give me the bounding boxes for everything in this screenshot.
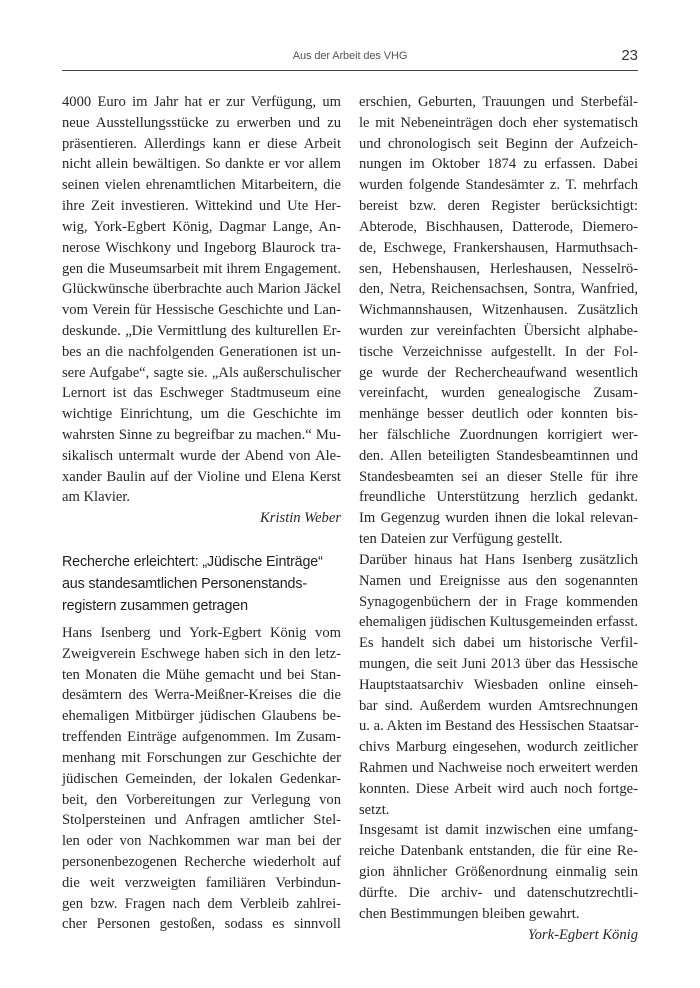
text-line: freundliche Unterstützung herzlich gedankt. — [359, 489, 638, 506]
text-line: chen Bestimmungen bleiben gewahrt. — [359, 905, 580, 922]
heading-line: Recherche erleichtert: „Jüdische Einträge“ — [62, 554, 323, 570]
text-line: vom Verein für Hessische Geschichte und Lan- — [62, 302, 341, 319]
text-line: Standesbeamten sei an dieser Stelle für ihre — [359, 468, 638, 485]
text-line: chivs Marburg eingesehen, wodurch zeitlicher — [359, 739, 638, 756]
text-line: nicht allein bewältigen. So dankte er vor allem — [62, 156, 341, 173]
text-line: sen, Hebenshausen, Herleshausen, Nesselrö- — [359, 260, 638, 277]
right-column — [359, 92, 638, 945]
text-line: am Klavier. — [62, 489, 131, 506]
text-line: nerose Wischkony und Ingeborg Blaurock tra- — [62, 239, 341, 256]
text-line: personenbezogenen Recherche wiederholt auf — [62, 853, 341, 870]
text-line: dürfte. Die archiv- und datenschutzrechtli- — [359, 884, 638, 901]
text-line: Hans Isenberg und York-Egbert König vom — [62, 625, 341, 641]
text-line: Namen und Ereignisse aus den sogenannten — [359, 572, 638, 589]
text-line: Es handelt sich dabei um historische Verfil- — [359, 635, 638, 652]
text-line: ge wurde der Rechercheaufwand wesentlich — [359, 364, 638, 381]
text-line: Stolpersteinen und Anfragen amtlicher Stel- — [62, 812, 341, 829]
text-line: de, Eschwege, Frankershausen, Harmuthsach- — [359, 239, 638, 256]
text-line: Lernort ist das Eschweger Stadtmuseum eine — [62, 385, 341, 402]
text-line: wahrsten Sinne zu begreifbar zu machen.“ Mu- — [62, 427, 341, 443]
author-signature: Kristin Weber — [260, 510, 341, 527]
text-line: wurden zur vereinfachten Übersicht alphabe- — [359, 322, 638, 339]
text-line: Darüber hinaus hat Hans Isenberg zusätzlich — [359, 551, 638, 568]
text-line: gen bzw. Fragen nach dem Verbleib zahlrei- — [62, 895, 341, 912]
text-line: Hauptstaatsarchiv Wiesbaden online einseh- — [359, 676, 638, 693]
text-line: sikalisch untermalt wurde der Abend von Ale- — [62, 447, 341, 464]
text-line: menhang mit Forschungen zur Geschichte der — [62, 749, 341, 766]
text-line: xander Baulin auf der Violine und Elena Kerst — [62, 468, 341, 485]
text-line: jüdischen Gemeinden, der lokalen Gedenkar- — [62, 770, 341, 787]
text-line: den, Netra, Reichensachsen, Sontra, Wanfried, — [359, 281, 638, 298]
text-line: desämtern des Werra-Meißner-Kreises die die — [62, 687, 341, 704]
running-title: Aus der Arbeit des VHG — [292, 50, 408, 62]
header-rule — [62, 70, 638, 71]
text-line: wichtige Einrichtung, um die Geschichte im — [62, 406, 341, 423]
text-line: Glückwünsche überbrachte auch Marion Jäckel — [62, 281, 341, 298]
text-line: Wichmannshausen, Witzenhausen. Zusätzlich — [359, 302, 638, 319]
text-line: wig, York-Egbert König, Dagmar Lange, An- — [62, 218, 341, 235]
text-line: nungen im Oktober 1874 zu erfassen. Dabei — [359, 156, 638, 173]
text-line: cher Personen gestoßen, sodass es sinnvoll — [62, 916, 341, 933]
left-column-article2 — [62, 623, 341, 935]
author-signature: York-Egbert König — [527, 926, 638, 943]
heading-line: registern zusammen getragen — [62, 598, 248, 614]
text-line: Rahmen und Nachweise noch erweitert werden — [359, 760, 638, 776]
text-line: mungen, die seit Juni 2013 über das Hessische — [359, 655, 638, 672]
text-line: den. Allen beteiligten Standesbeamtinnen und — [359, 447, 638, 464]
text-line: wurden folgende Standesämter z. T. mehrfach — [359, 177, 638, 194]
text-line: neue Ausstellungsstücke zu erwerben und zu — [62, 114, 341, 131]
text-line: die weit verzweigten familiären Verbindun- — [62, 874, 341, 891]
heading-line: aus standesamtlichen Personenstands- — [62, 576, 307, 592]
text-line: u. a. Akten im Bestand des Hessischen Staatsar- — [359, 718, 639, 735]
text-line: deskunde. „Die Vermittlung des kulturellen Er- — [62, 322, 341, 339]
text-line: ehemaligen Mitbürger jüdischen Glaubens be- — [62, 708, 341, 725]
left-column-article1 — [62, 92, 341, 529]
text-line: ten Monaten die Mühe gemacht und bei Stan- — [62, 666, 341, 683]
text-line: sere Aufgabe“, sagte sie. „Als außerschulischer — [62, 364, 341, 381]
text-line: menhänge besser deutlich oder konnten bis- — [359, 406, 638, 423]
text-line: seinen vielen ehrenamtlichen Mitarbeitern, die — [62, 177, 341, 194]
text-line: erschien, Geburten, Trauungen und Sterbefäl- — [359, 94, 638, 110]
text-line: treffenden Einträge aufgenommen. Im Zusam- — [62, 729, 341, 746]
text-line: präsentieren. Allerdings kann er diese Arbeit — [62, 135, 341, 152]
text-line: Abterode, Bischhausen, Datterode, Diemero- — [359, 218, 638, 235]
text-line: 4000 Euro im Jahr hat er zur Verfügung, um — [62, 94, 341, 110]
text-line: und chronologisch seit Beginn der Aufzeich- — [359, 135, 638, 152]
article-heading — [62, 551, 341, 617]
page-number: 23 — [621, 47, 638, 64]
text-line: len oder von Nachkommen war man bei der — [62, 833, 341, 850]
text-line: Im Gegenzug wurden ihnen die lokal relevan- — [359, 510, 638, 527]
text-line: bar sind. Außerdem wurden Amtsrechnungen — [359, 697, 638, 714]
text-line: le mit Nebeneinträgen doch eher systematisch — [359, 114, 638, 131]
text-line: tische Verzeichnisse aufgestellt. In der Fol- — [359, 343, 638, 360]
text-line: ehemaligen jüdischen Kultusgemeinden erfasst. — [359, 614, 638, 631]
text-line: Synagogenbüchern der in Frage kommenden — [359, 593, 638, 610]
text-line: vereinfacht, wurden genealogische Zusam- — [359, 385, 638, 402]
text-line: gion ähnlicher Größenordnung einmalig sein — [359, 864, 638, 881]
text-line: ten Dateien zur Verfügung gestellt. — [359, 531, 563, 548]
text-line: Insgesamt ist damit inzwischen eine umfang- — [359, 822, 638, 839]
text-line: Zweigverein Eschwege haben sich in den letz- — [62, 645, 341, 662]
text-line: reiche Datenbank entstanden, die für eine Re- — [359, 843, 638, 860]
text-line: gen die Museumsarbeit mit ihrem Engagement. — [62, 260, 341, 277]
text-line: bereist bzw. deren Register berücksichtigt: — [359, 198, 638, 215]
text-line: her fälschliche Zuordnungen korrigiert wer- — [359, 427, 638, 443]
text-line: ihre Zeit investieren. Wittekind und Ute Her- — [62, 198, 341, 215]
text-line: bes an die nachfolgenden Generationen ist un- — [62, 343, 341, 360]
text-line: setzt. — [359, 801, 390, 818]
text-line: konnten. Diese Arbeit wird auch noch fortge- — [359, 780, 638, 797]
text-line: beit, den Vorbereitungen zur Verlegung von — [62, 791, 341, 808]
